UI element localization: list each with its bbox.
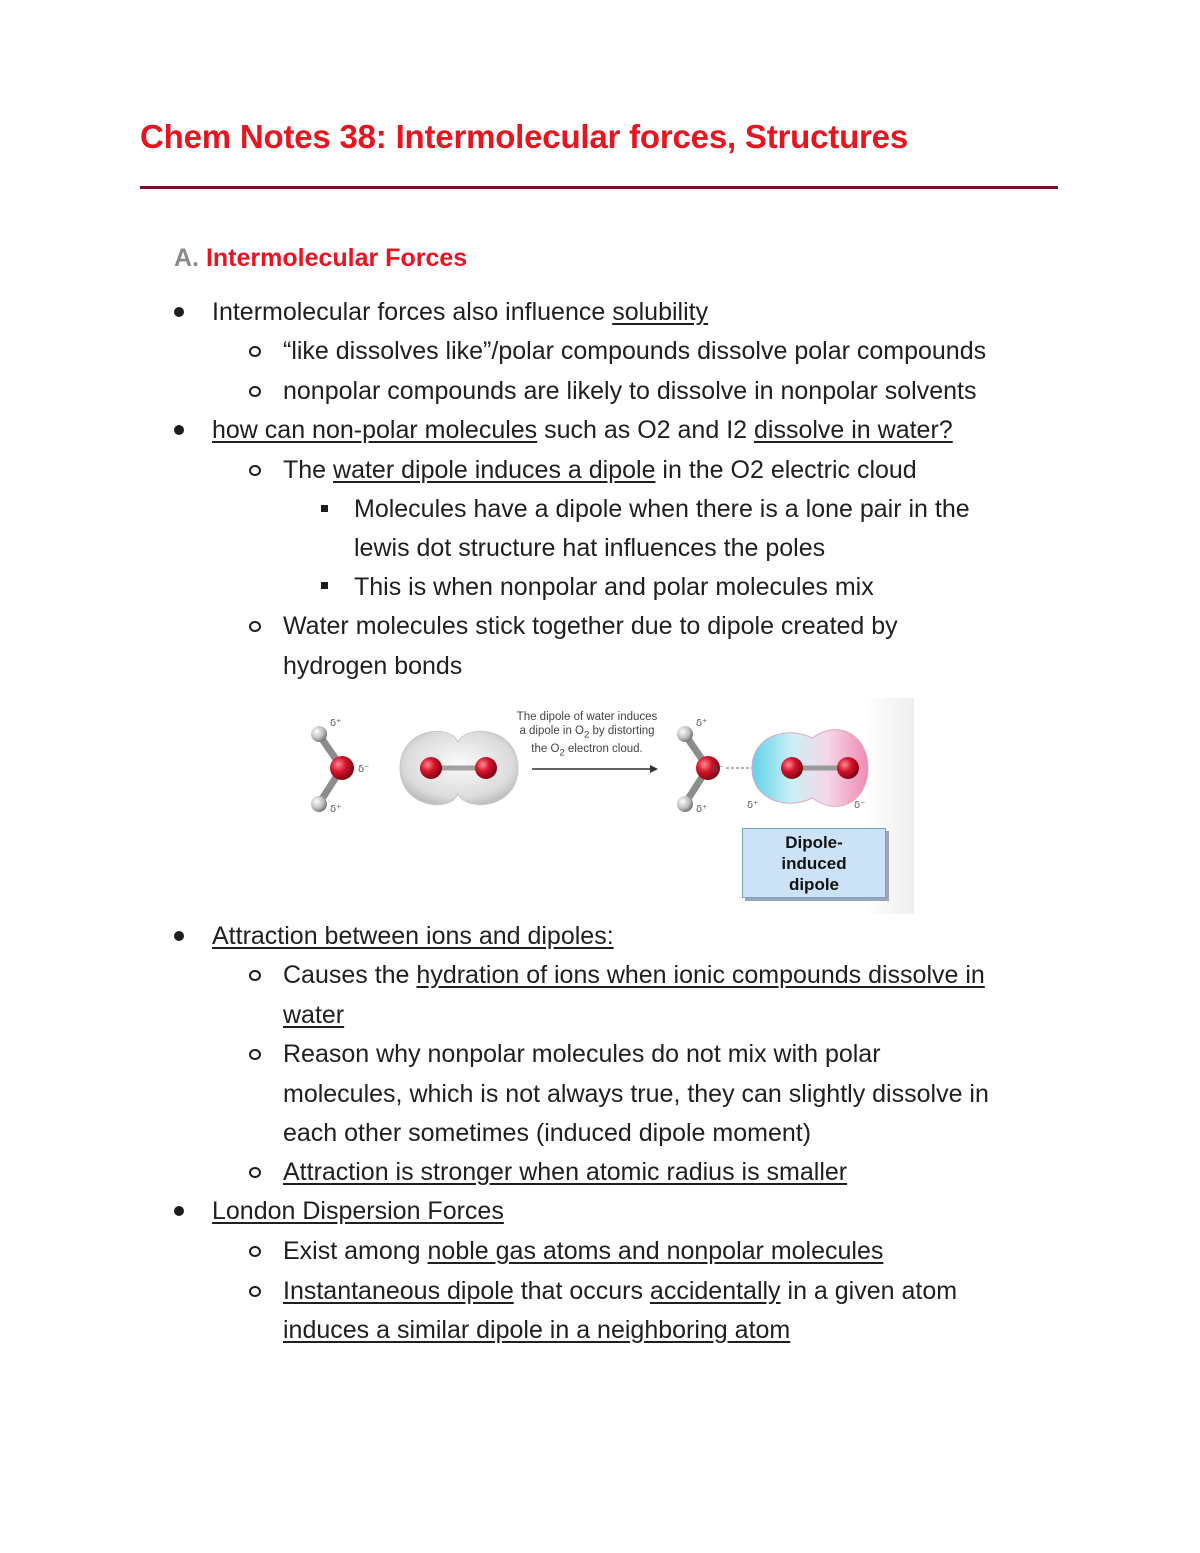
sub-bullet-like-dissolves-like: “like dissolves like”/polar compounds dissolve polar compounds — [283, 337, 987, 365]
sub-bullet-atomic-radius — [283, 1157, 847, 1187]
sub-bullet-water-dipole — [283, 455, 917, 485]
caption-line — [512, 724, 662, 742]
oxygen-atom — [837, 757, 859, 779]
text: The — [283, 456, 334, 484]
caption-text: a dipole in O — [519, 725, 585, 737]
text: such as O2 and I2 — [537, 416, 754, 444]
box-line: induced — [781, 853, 847, 873]
bullet-circle-icon — [249, 621, 261, 632]
underlined-text: induces a similar dipole in a neighboring atom — [283, 1316, 791, 1344]
text: Intermolecular forces also influence — [212, 298, 613, 326]
hydrogen-atom — [677, 726, 693, 742]
dipole-induced-label-box — [742, 828, 886, 898]
bullet-circle-icon — [249, 1246, 261, 1257]
caption-text: by distorting — [589, 725, 655, 737]
bullet-circle-icon — [249, 465, 261, 476]
sub-bullet-instantaneous-l2 — [283, 1315, 790, 1345]
bullet-dot-icon — [174, 307, 184, 317]
text: Exist among — [283, 1237, 428, 1265]
sub-bullet-reason-l2: molecules, which is not always true, they can slightly dissolve in — [283, 1080, 989, 1108]
caption-text: the O — [531, 743, 560, 756]
text: in a given atom — [780, 1277, 958, 1305]
underlined-text: noble gas atoms and nonpolar molecules — [427, 1237, 884, 1265]
bullet-ions-dipoles — [212, 921, 614, 951]
delta-minus-label: δ⁻ — [358, 764, 370, 775]
sub-sub-bullet-lone-pair-l1: Molecules have a dipole when there is a lone pair in the — [354, 495, 970, 523]
delta-plus-label: δ⁺ — [696, 804, 708, 815]
sub-bullet-reason-l1: Reason why nonpolar molecules do not mix with polar — [283, 1040, 881, 1068]
underlined-text: dissolve in water? — [753, 416, 953, 444]
oxygen-atom — [330, 756, 354, 780]
delta-plus-label: δ⁺ — [330, 804, 342, 815]
bullet-solubility — [212, 297, 708, 327]
underlined-text: Attraction between ions and dipoles: — [212, 922, 614, 950]
underlined-text: London Dispersion Forces — [212, 1197, 504, 1225]
underlined-text: Instantaneous dipole — [283, 1277, 514, 1305]
oxygen-atom — [475, 757, 497, 779]
bullet-nonpolar-in-water — [212, 415, 953, 445]
bullet-dot-icon — [174, 425, 184, 435]
bullet-circle-icon — [249, 1167, 261, 1178]
bullet-circle-icon — [249, 346, 261, 357]
box-line: Dipole- — [785, 832, 843, 852]
bullet-circle-icon — [249, 386, 261, 397]
sub-bullet-hydration-l1 — [283, 960, 985, 990]
sub-sub-bullet-lone-pair-l2: lewis dot structure hat influences the poles — [354, 534, 826, 562]
sub-bullet-instantaneous-l1 — [283, 1276, 957, 1306]
delta-plus-label: δ⁺ — [747, 800, 759, 811]
caption-subscript: 2 — [584, 729, 590, 741]
sub-bullet-nonpolar-solvents: nonpolar compounds are likely to dissolve in nonpolar solvents — [283, 377, 977, 405]
sub-bullet-reason-l3: each other sometimes (induced dipole moment) — [283, 1119, 812, 1147]
hydrogen-atom — [311, 726, 327, 742]
caption-line — [512, 742, 662, 760]
bullet-dot-icon — [174, 1206, 184, 1216]
hydrogen-atom — [677, 796, 693, 812]
text: in the O2 electric cloud — [655, 456, 917, 484]
hydrogen-atom — [311, 796, 327, 812]
delta-minus-label: δ⁻ — [854, 800, 866, 811]
caption-subscript: 2 — [559, 747, 565, 759]
section-name: Intermolecular Forces — [205, 244, 468, 272]
sub-bullet-noble-gas — [283, 1236, 883, 1266]
title-divider — [140, 186, 1058, 189]
text: Causes the — [283, 961, 417, 989]
underlined-text: how can non-polar molecules — [212, 416, 538, 444]
bullet-circle-icon — [249, 1049, 261, 1060]
dipole-induced-figure — [300, 698, 914, 914]
oxygen-atom — [781, 757, 803, 779]
delta-plus-label: δ⁺ — [696, 718, 708, 729]
caption-text: electron cloud. — [564, 743, 643, 756]
bullet-london-dispersion — [212, 1196, 504, 1226]
delta-minus-label: δ⁻ — [712, 764, 724, 775]
section-heading — [174, 244, 467, 273]
bullet-circle-icon — [249, 970, 261, 981]
bullet-dot-icon — [174, 931, 184, 941]
caption-line: The dipole of water induces — [516, 711, 658, 723]
oxygen-atom — [420, 757, 442, 779]
bullet-square-icon — [321, 582, 328, 589]
figure-caption — [512, 710, 662, 761]
box-line: dipole — [788, 874, 840, 894]
underlined-text: solubility — [612, 298, 709, 326]
underlined-text: Attraction is stronger when atomic radius is smaller — [283, 1158, 848, 1186]
bullet-square-icon — [321, 505, 328, 512]
underlined-text: hydration of ions when ionic compounds dissolve in — [416, 961, 985, 989]
sub-sub-bullet-mix: This is when nonpolar and polar molecules mix — [354, 573, 874, 601]
o2-nonpolar-cloud — [400, 731, 518, 804]
underlined-text: water — [283, 1001, 345, 1029]
delta-plus-label: δ⁺ — [330, 718, 342, 729]
underlined-text: accidentally — [649, 1277, 781, 1305]
page-title: Chem Notes 38: Intermolecular forces, Structures — [140, 118, 908, 155]
sub-bullet-hydration-l2 — [283, 1000, 344, 1030]
section-letter: A. — [174, 244, 199, 272]
sub-bullet-water-stick-l1: Water molecules stick together due to dipole created by — [283, 612, 898, 640]
bullet-circle-icon — [249, 1286, 261, 1297]
o2-induced-dipole-cloud — [752, 730, 868, 807]
text: that occurs — [513, 1277, 650, 1305]
underlined-text: water dipole induces a dipole — [333, 456, 656, 484]
sub-bullet-water-stick-l2: hydrogen bonds — [283, 652, 463, 680]
